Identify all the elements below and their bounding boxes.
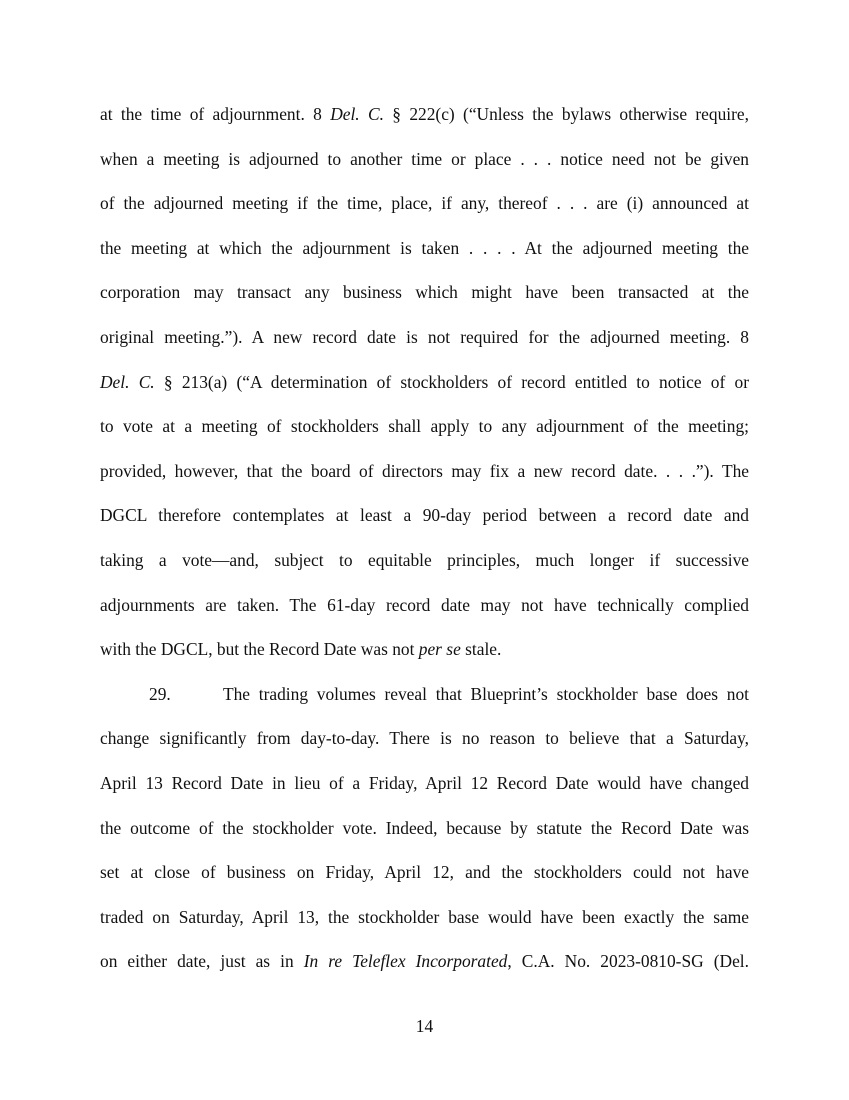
italic-text: per se [418, 639, 461, 660]
text-line [100, 895, 749, 940]
body-text [100, 92, 749, 984]
text-segment: DGCL therefore contemplates at least a 90-day period between a record date and [100, 505, 749, 526]
text-segment: § 213(a) (“A determination of stockholders of record entitled to notice of or [154, 371, 749, 392]
text-line [100, 627, 749, 672]
text-segment: taking a vote—and, subject to equitable principles, much longer if successive [100, 549, 749, 570]
text-segment: change significantly from day-to-day. There is no reason to believe that a Saturday, [100, 728, 749, 749]
text-line [100, 493, 749, 538]
text-segment: at the time of adjournment. 8 [100, 104, 331, 124]
text-line [100, 850, 749, 895]
text-segment: § 222(c) (“Unless the bylaws otherwise require, [383, 104, 749, 124]
text-line [100, 716, 749, 761]
paragraph-29 [100, 672, 749, 984]
text-line [100, 315, 749, 360]
text-segment: April 13 Record Date in lieu of a Friday, April 12 Record Date would have changed [100, 772, 749, 793]
page-number: 14 [415, 1016, 434, 1036]
text-segment: 29. The trading volumes reveal that Blueprint’s stockholder base does not [149, 683, 749, 704]
text-segment: provided, however, that the board of directors may fix a new record date. . . .”). The [100, 460, 749, 481]
text-segment: corporation may transact any business which might have been transacted at the [100, 282, 749, 303]
text-line [100, 939, 749, 984]
text-line [100, 181, 749, 226]
text-segment: set at close of business on Friday, April 12, and the stockholders could not have [100, 862, 749, 883]
text-line [100, 360, 749, 405]
text-line [100, 449, 749, 494]
text-line [100, 583, 749, 628]
text-segment: , C.A. No. 2023-0810-SG (Del. [507, 951, 749, 972]
text-line [100, 538, 749, 583]
text-line [100, 806, 749, 851]
text-segment: stale. [460, 639, 502, 660]
italic-text: Del. C. [330, 104, 384, 124]
text-segment: when a meeting is adjourned to another time or place . . . notice need not be given [100, 148, 749, 169]
text-segment: original meeting.”). A new record date is not required for the adjourned meeting. 8 [100, 326, 749, 347]
text-segment: on either date, just as in [100, 951, 304, 972]
text-line [100, 761, 749, 806]
text-line [100, 137, 749, 182]
paragraph-28-continuation [100, 92, 749, 672]
text-segment: with the DGCL, but the Record Date was not [100, 639, 419, 660]
text-segment: the meeting at which the adjournment is taken . . . . At the adjourned meeting the [100, 237, 749, 258]
text-line [100, 92, 749, 137]
italic-text: Del. C. [100, 371, 155, 392]
text-segment: the outcome of the stockholder vote. Indeed, because by statute the Record Date was [100, 817, 749, 838]
text-segment: traded on Saturday, April 13, the stockholder base would have been exactly the same [100, 906, 749, 927]
text-line [100, 404, 749, 449]
text-segment: adjournments are taken. The 61-day record date may not have technically complied [100, 594, 749, 615]
text-line [100, 270, 749, 315]
text-line [100, 226, 749, 271]
text-segment: to vote at a meeting of stockholders shall apply to any adjournment of the meeting; [100, 416, 749, 437]
italic-text: In re Teleflex Incorporated [303, 951, 508, 972]
text-segment: of the adjourned meeting if the time, place, if any, thereof . . . are (i) announced at [100, 193, 749, 214]
text-line [100, 672, 749, 717]
